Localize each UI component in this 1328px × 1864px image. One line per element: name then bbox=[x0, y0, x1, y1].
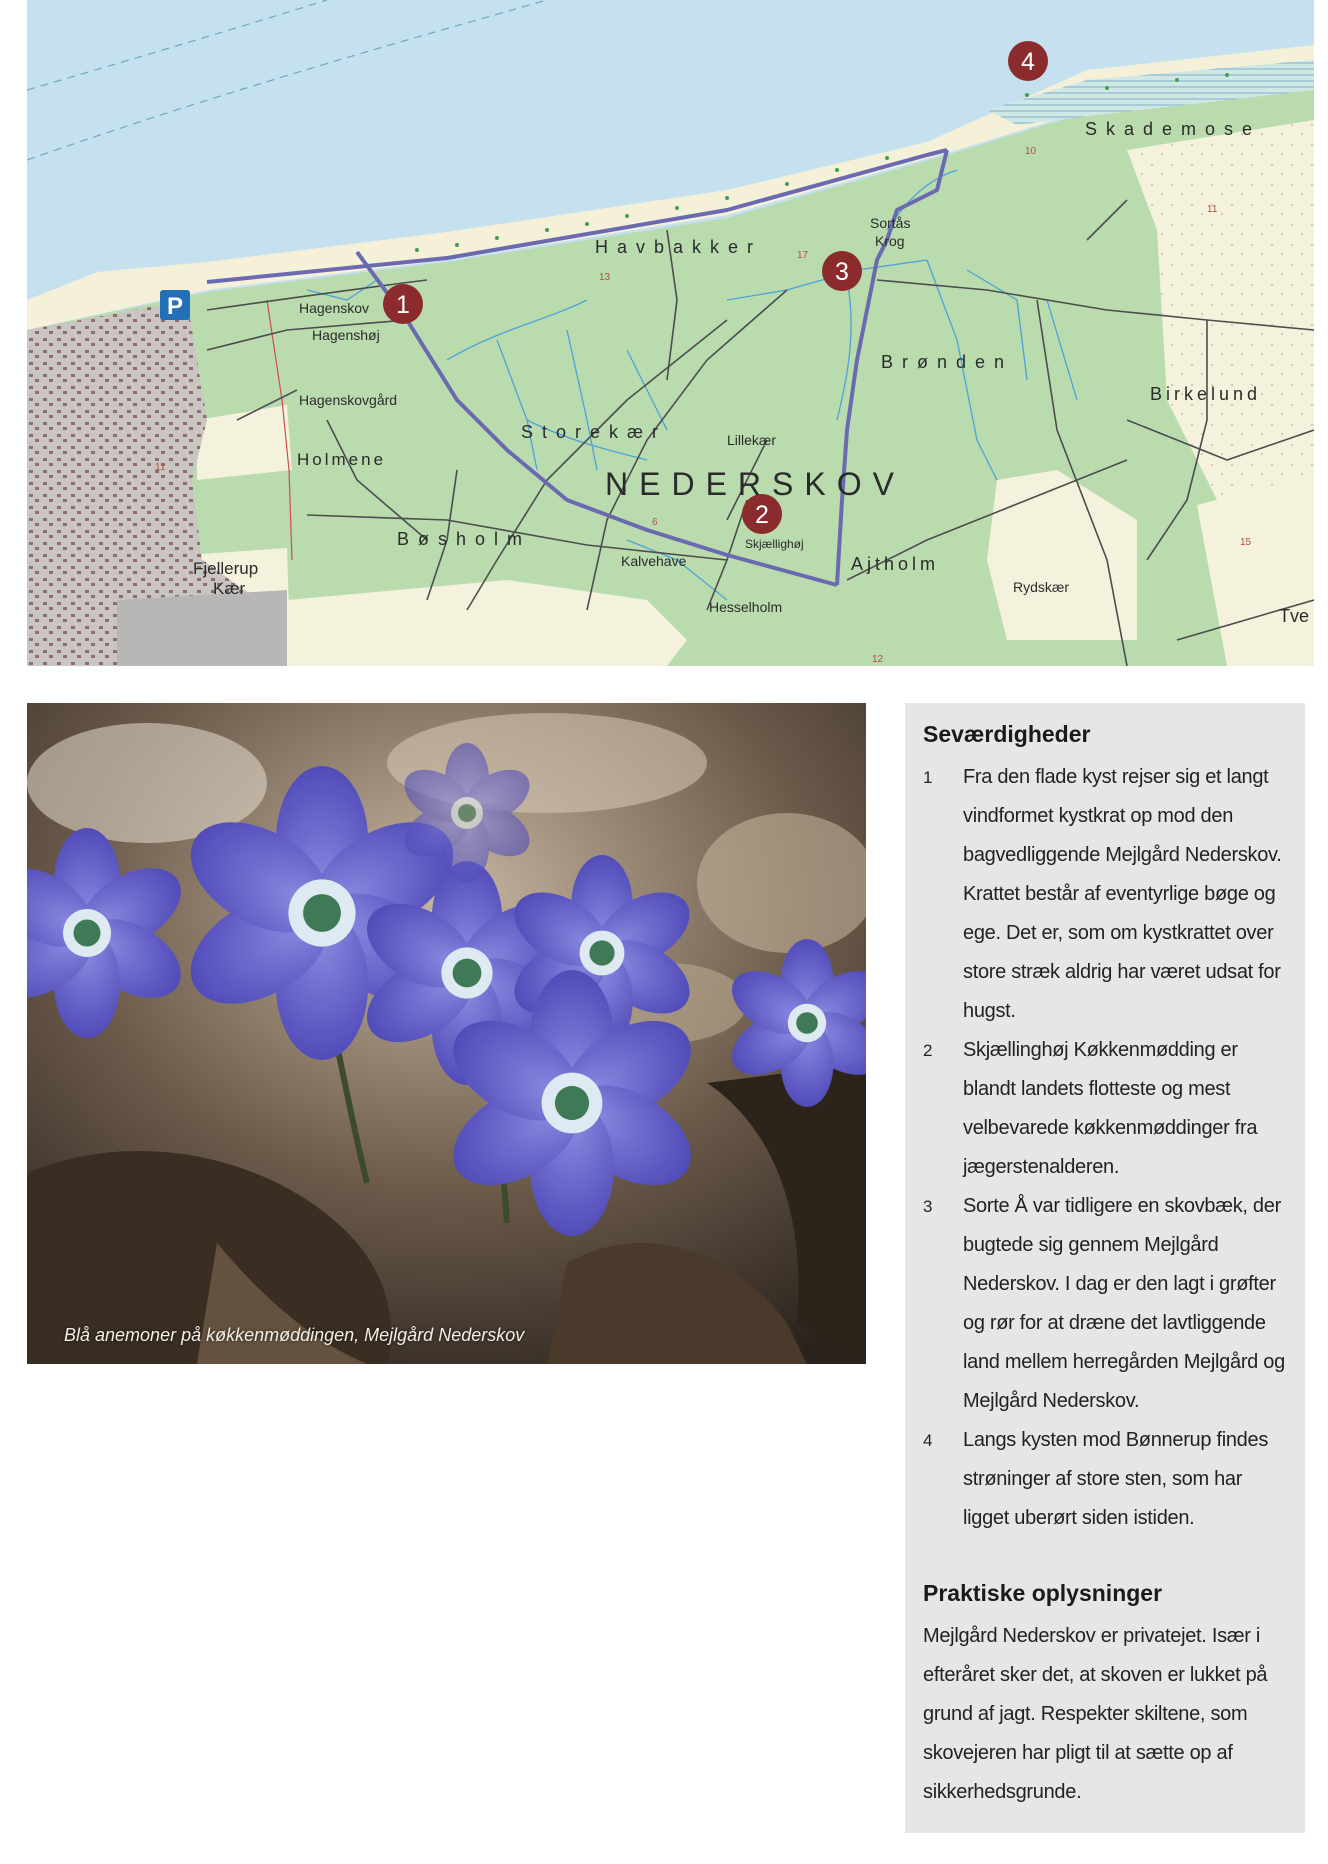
trail-map bbox=[27, 0, 1314, 666]
practical-text: Mejlgård Nederskov er privatejet. Især i efteråret sker det, at skoven er lukket på grund af jagt. Respekter skiltene, som skovejeren har pligt til at sætte op af sikkerhedsgrunde. bbox=[923, 1625, 1268, 1803]
label-bosholm: Bøsholm bbox=[397, 529, 532, 549]
item-number: 1 bbox=[923, 768, 933, 787]
anemone-photo bbox=[27, 703, 866, 1364]
elevation-label: 15 bbox=[1240, 537, 1252, 548]
label-storekaer: Storekær bbox=[521, 422, 668, 442]
section-title-practical: Praktiske oplysninger bbox=[923, 1580, 1163, 1606]
item-number: 2 bbox=[923, 1041, 933, 1060]
label-bronden: Brønden bbox=[881, 352, 1014, 372]
label-hesselholm: Hesselholm bbox=[709, 599, 783, 615]
list-item bbox=[923, 1031, 1287, 1187]
elevation-label: 17 bbox=[797, 250, 809, 261]
label-sortas: Sortås bbox=[870, 215, 911, 231]
marker-2-label: 2 bbox=[755, 501, 769, 529]
item-text: Langs kysten mod Bønnerup findes strøninger af store sten, som har ligget uberørt siden istiden. bbox=[963, 1429, 1269, 1529]
label-tve: Tve bbox=[1279, 606, 1310, 626]
parking-label: P bbox=[166, 293, 184, 320]
label-skjaellighoj: Skjællighøj bbox=[745, 537, 804, 551]
marker-4 bbox=[1008, 41, 1048, 81]
label-ajtholm: Ajtholm bbox=[851, 554, 940, 574]
marker-3 bbox=[822, 251, 862, 291]
label-hagenskov: Hagenskov bbox=[299, 300, 370, 316]
marker-3-label: 3 bbox=[835, 258, 849, 286]
list-item bbox=[923, 1421, 1287, 1538]
elevation-label: 12 bbox=[872, 654, 884, 665]
elevation-label: 10 bbox=[1025, 146, 1037, 157]
info-panel bbox=[905, 703, 1305, 1833]
label-rydskaer: Rydskær bbox=[1013, 579, 1070, 595]
marker-1 bbox=[383, 284, 423, 324]
list-item bbox=[923, 758, 1287, 1031]
elevation-label: 13 bbox=[599, 272, 611, 283]
label-kalvehave: Kalvehave bbox=[621, 553, 687, 569]
label-fjellerup: Fjellerup bbox=[193, 559, 259, 578]
label-holmene: Holmene bbox=[297, 450, 387, 469]
label-lillekaer: Lillekær bbox=[727, 432, 777, 448]
elevation-label: 11 bbox=[155, 462, 166, 473]
sights-list bbox=[923, 758, 1287, 1538]
label-nederskov: NEDERSKOV bbox=[605, 466, 905, 502]
label-skademose: Skademose bbox=[1085, 119, 1262, 139]
label-havbakker: Havbakker bbox=[595, 237, 763, 257]
label-kaer: Kær bbox=[213, 579, 246, 598]
photo-caption: Blå anemoner på køkkenmøddingen, Mejlgård Nederskov bbox=[64, 1325, 525, 1345]
label-hagenshoj: Hagenshøj bbox=[312, 327, 380, 343]
list-item bbox=[923, 1187, 1287, 1421]
item-text: Fra den flade kyst rejser sig et langt vindformet kystkrat op mod den bagvedliggende Mejlgård Nederskov. Krattet består af eventyrlige bøge og ege. Det er, som om kystkrattet over store stræk aldrig har været udsat for hugst. bbox=[963, 766, 1282, 1022]
item-number: 4 bbox=[923, 1431, 933, 1450]
section-title-sights: Seværdigheder bbox=[923, 721, 1091, 747]
item-text: Sorte Å var tidligere en skovbæk, der bugtede sig gennem Mejlgård Nederskov. I dag er den lagt i grøfter og rør for at dræne det lavtliggende land mellem herregården Mejlgård og Mejlgård Nederskov. bbox=[963, 1195, 1285, 1412]
label-hagenskovgard: Hagenskovgård bbox=[299, 392, 398, 408]
item-text: Skjællinghøj Køkkenmødding er blandt landets flotteste og mest velbevarede køkkenmøddinger fra jægerstenalderen. bbox=[963, 1039, 1258, 1178]
elevation-label: 6 bbox=[652, 517, 658, 528]
label-birkelund: Birkelund bbox=[1150, 384, 1262, 404]
label-krog: Krog bbox=[875, 233, 905, 249]
marker-4-label: 4 bbox=[1021, 48, 1035, 76]
marker-1-label: 1 bbox=[396, 291, 410, 319]
elevation-label: 11 bbox=[1207, 204, 1218, 215]
item-number: 3 bbox=[923, 1197, 933, 1216]
